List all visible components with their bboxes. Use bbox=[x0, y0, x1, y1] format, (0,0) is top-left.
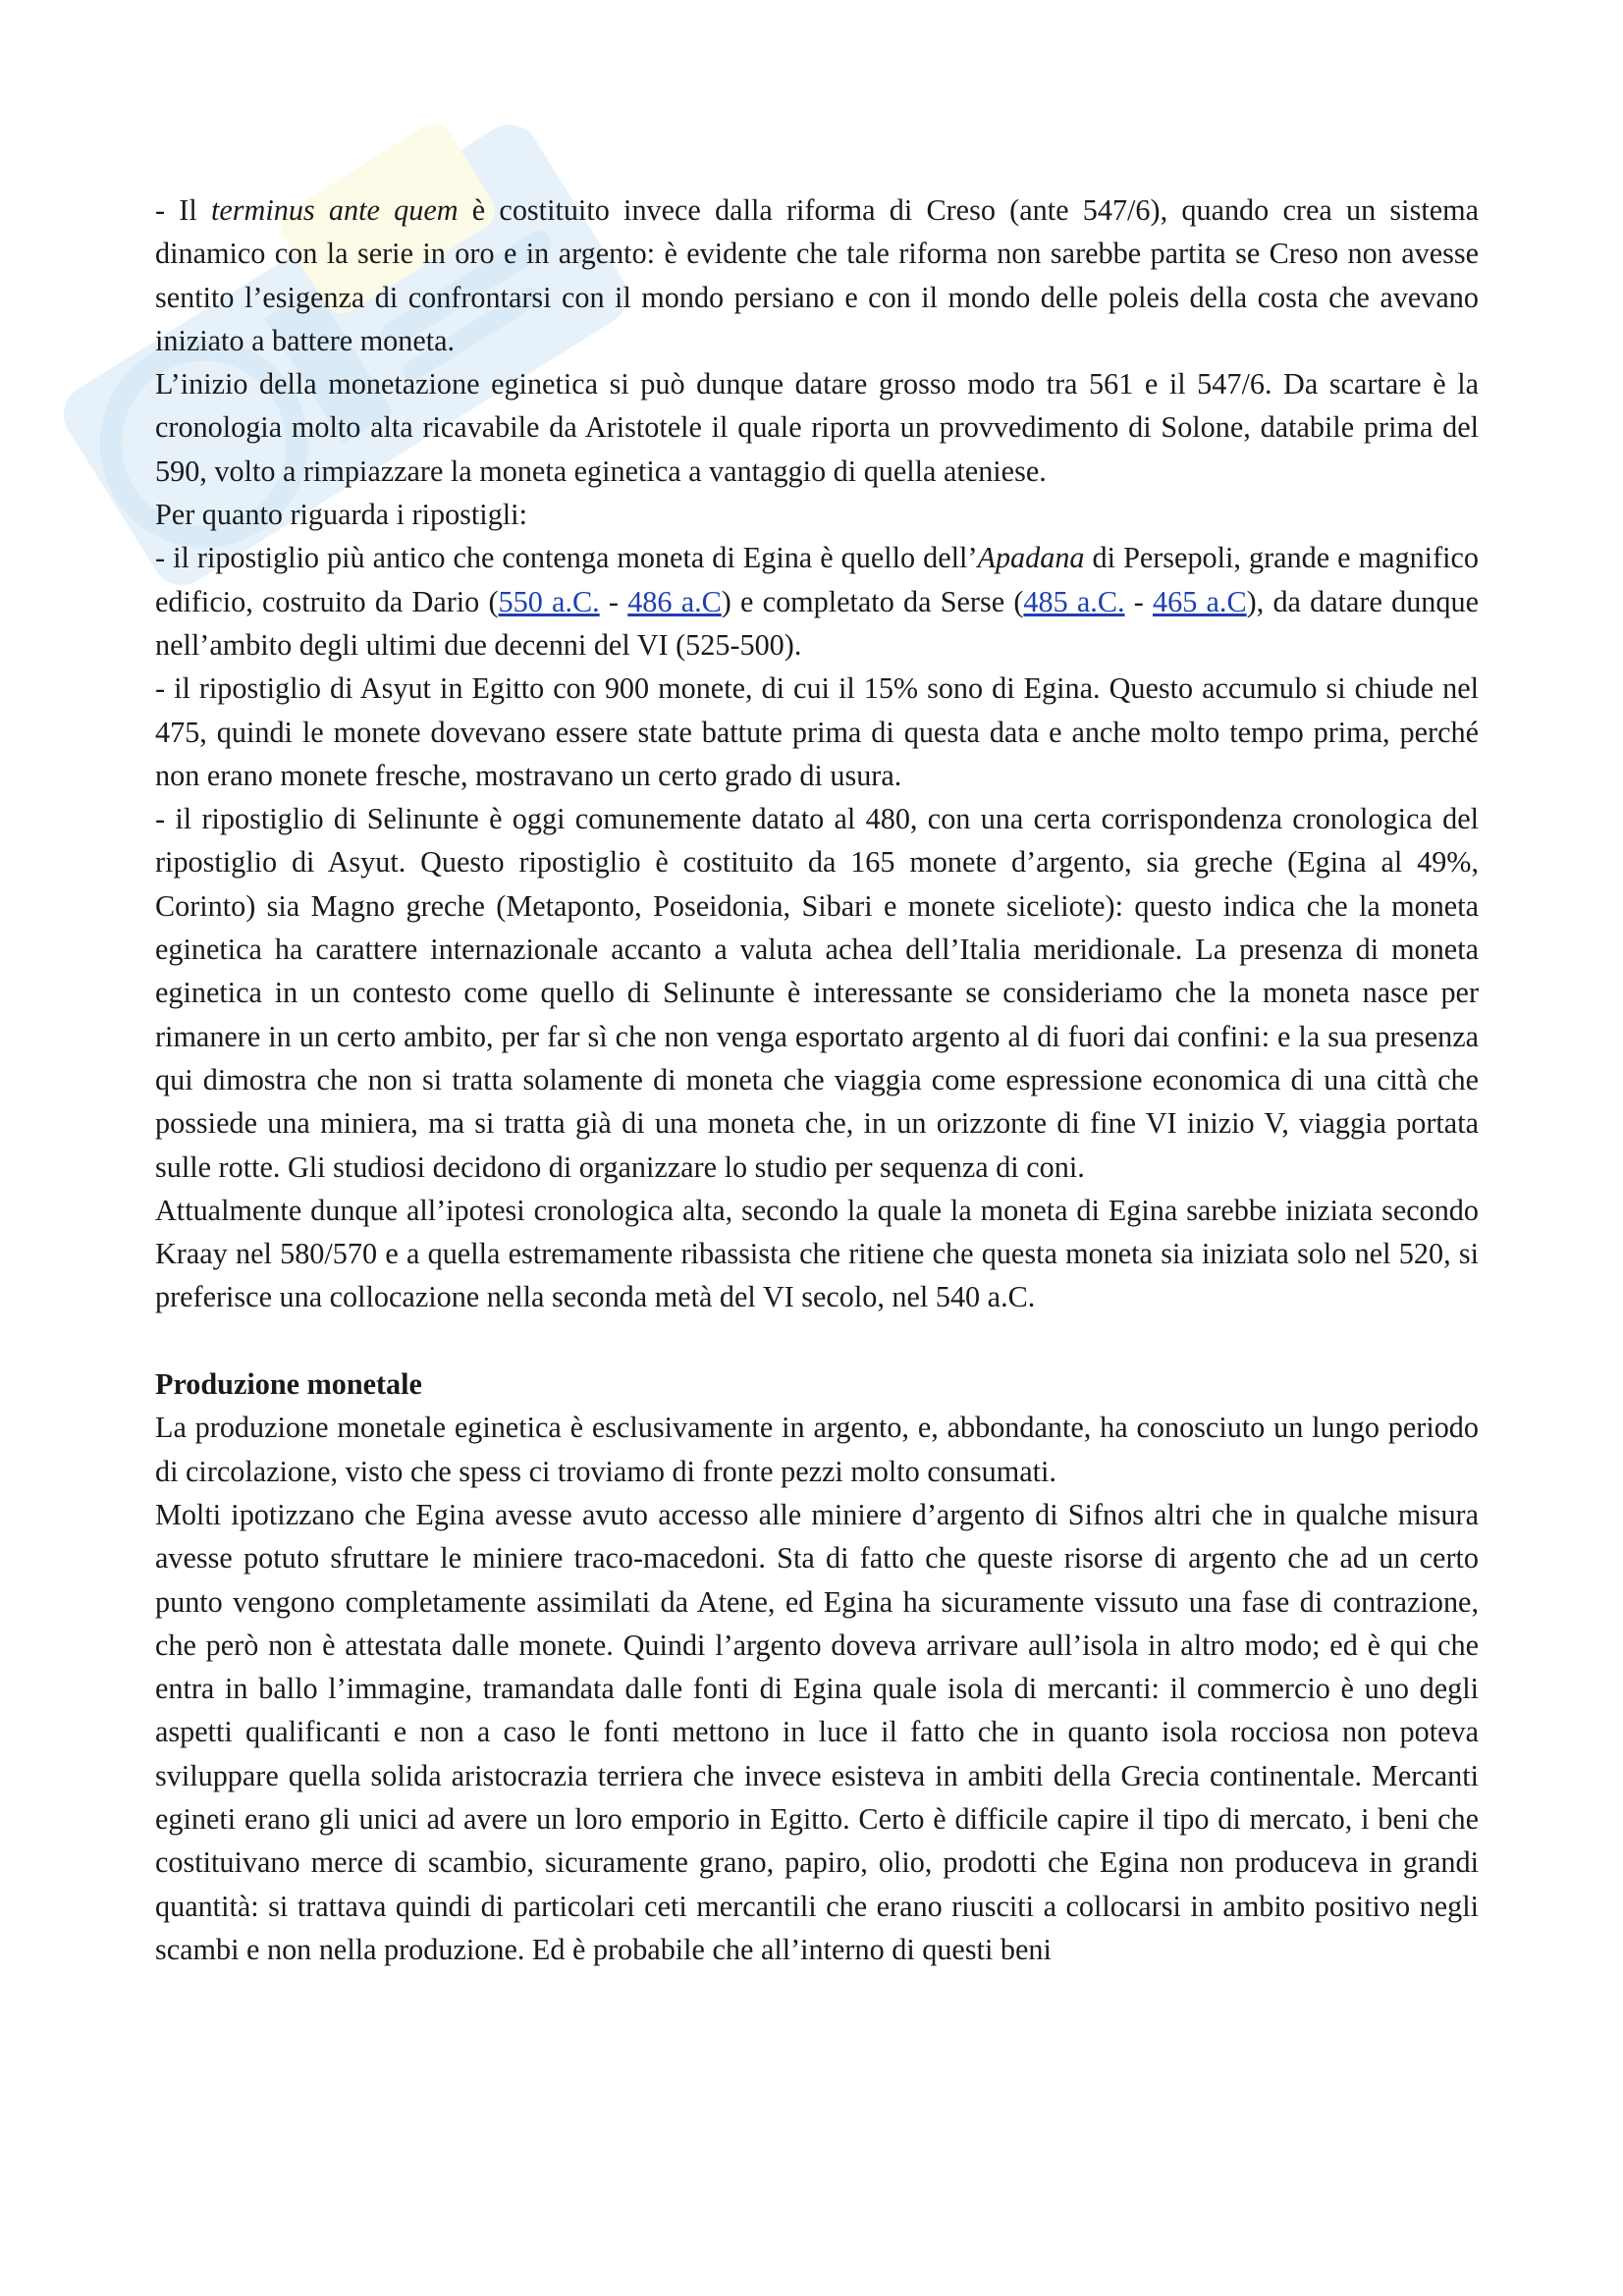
link-550-ac[interactable]: 550 a.C. bbox=[498, 584, 600, 618]
link-485-ac[interactable]: 485 a.C. bbox=[1023, 584, 1125, 618]
paragraph-spacer bbox=[155, 1319, 1479, 1362]
paragraph-selinunte: - il ripostiglio di Selinunte è oggi comunemente datato al 480, con una certa corrispondenza cronologica del ripostiglio di Asyut. Questo ripostiglio è costituito da 165 monete d’argento, sia greche (Egina al 49%, Corinto) sia Magno greche (Metaponto, Poseidonia, Sibari e monete siceliote): questo indica che la moneta eginetica ha carattere internazionale accanto a valuta achea dell’Italia meridionale. La presenza di moneta eginetica in un contesto come quello di Selinunte è interessante se consideriamo che la moneta nasce per rimanere in un certo ambito, per far sì che non venga esportato argento al di fuori dai confini: e la sua presenza qui dimostra che non si tratta solamente di moneta che viaggia come espressione economica di una città che possiede una miniera, ma si tratta già di una moneta che, in un orizzonte di fine VI inizio V, viaggia portata sulle rotte. Gli studiosi decidono di organizzare lo studio per sequenza di coni. bbox=[155, 802, 1479, 1184]
paragraph-terminus: - Il terminus ante quem è costituito invece dalla riforma di Creso (ante 547/6), quando crea un sistema dinamico con la serie in oro e in argento: è evidente che tale riforma non sarebbe partita se Creso non avesse sentito l’esigenza di confrontarsi con il mondo persiano e con il mondo delle poleis della costa che avevano iniziato a battere moneta. bbox=[155, 193, 1479, 357]
link-486-ac[interactable]: 486 a.C bbox=[627, 584, 722, 618]
paragraph-asyut: - il ripostiglio di Asyut in Egitto con 900 monete, di cui il 15% sono di Egina. Questo accumulo si chiude nel 475, quindi le monete dovevano essere state battute prima di questa data e anche molto tempo prima, perché non erano monete fresche, mostravano un certo grado di usura. bbox=[155, 671, 1479, 792]
paragraph-inizio: L’inizio della monetazione eginetica si può dunque datare grosso modo tra 561 e il 547/6. Da scartare è la cronologia molto alta ricavabile da Aristotele il quale riporta un provvedimento di Solone, databile prima del 590, volto a rimpiazzare la moneta eginetica a vantaggio di quella ateniese. bbox=[155, 367, 1479, 488]
paragraph-produzione: La produzione monetale eginetica è esclusivamente in argento, e, abbondante, ha conosciuto un lungo periodo di circolazione, visto che spess ci troviamo di fronte pezzi molto consumati. bbox=[155, 1411, 1479, 1488]
link-465-ac[interactable]: 465 a.C bbox=[1153, 584, 1247, 618]
paragraph-miniere: Molti ipotizzano che Egina avesse avuto accesso alle miniere d’argento di Sifnos altri che in qualche misura avesse potuto sfruttare le miniere traco-macedoni. Sta di fatto che queste risorse di argento che ad un certo punto vengono completamente assimilati da Atene, ed Egina ha sicuramente vissuto una fase di contrazione, che però non è attestata dalle monete. Quindi l’argento doveva arrivare aull’isola in altro modo; ed è qui che entra in ballo l’immagine, tramandata dalle fonti di Egina quale isola di mercanti: il commercio è uno degli aspetti qualificanti e non a caso le fonti mettono in luce il fatto che in quanto isola rocciosa non poteva sviluppare quella solida aristocrazia terriera che invece esisteva in ambiti della Grecia continentale. Mercanti egineti erano gli unici ad avere un loro emporio in Egitto. Certo è difficile capire il tipo di mercato, i beni che costituivano merce di scambio, sicuramente grano, papiro, olio, prodotti che Egina non produceva in grandi quantità: si trattava quindi di particolari ceti mercantili che erano riusciti a collocarsi in ambito positivo negli scambi e non nella produzione. Ed è probabile che all’interno di questi beni bbox=[155, 1497, 1479, 1966]
section-heading: Produzione monetale bbox=[155, 1367, 422, 1402]
paragraph-apadana: - il ripostiglio più antico che contenga moneta di Egina è quello dell’Apadana di Persepoli, grande e magnifico edificio, costruito da Dario (550 a.C. - 486 a.C) e completato da Serse (485 a.C. - 465 a.C), da datare dunque nell’ambito degli ultimi due decenni del VI (525-500). bbox=[155, 541, 1479, 662]
paragraph-ripostigli-intro: Per quanto riguarda i ripostigli: bbox=[155, 498, 527, 532]
paragraph-cronologia: Attualmente dunque all’ipotesi cronologica alta, secondo la quale la moneta di Egina sarebbe iniziata secondo Kraay nel 580/570 e a quella estremamente ribassista che ritiene che questa moneta sia iniziata solo nel 520, si preferisce una collocazione nella seconda metà del VI secolo, nel 540 a.C. bbox=[155, 1193, 1479, 1314]
document-body bbox=[155, 188, 1479, 1971]
